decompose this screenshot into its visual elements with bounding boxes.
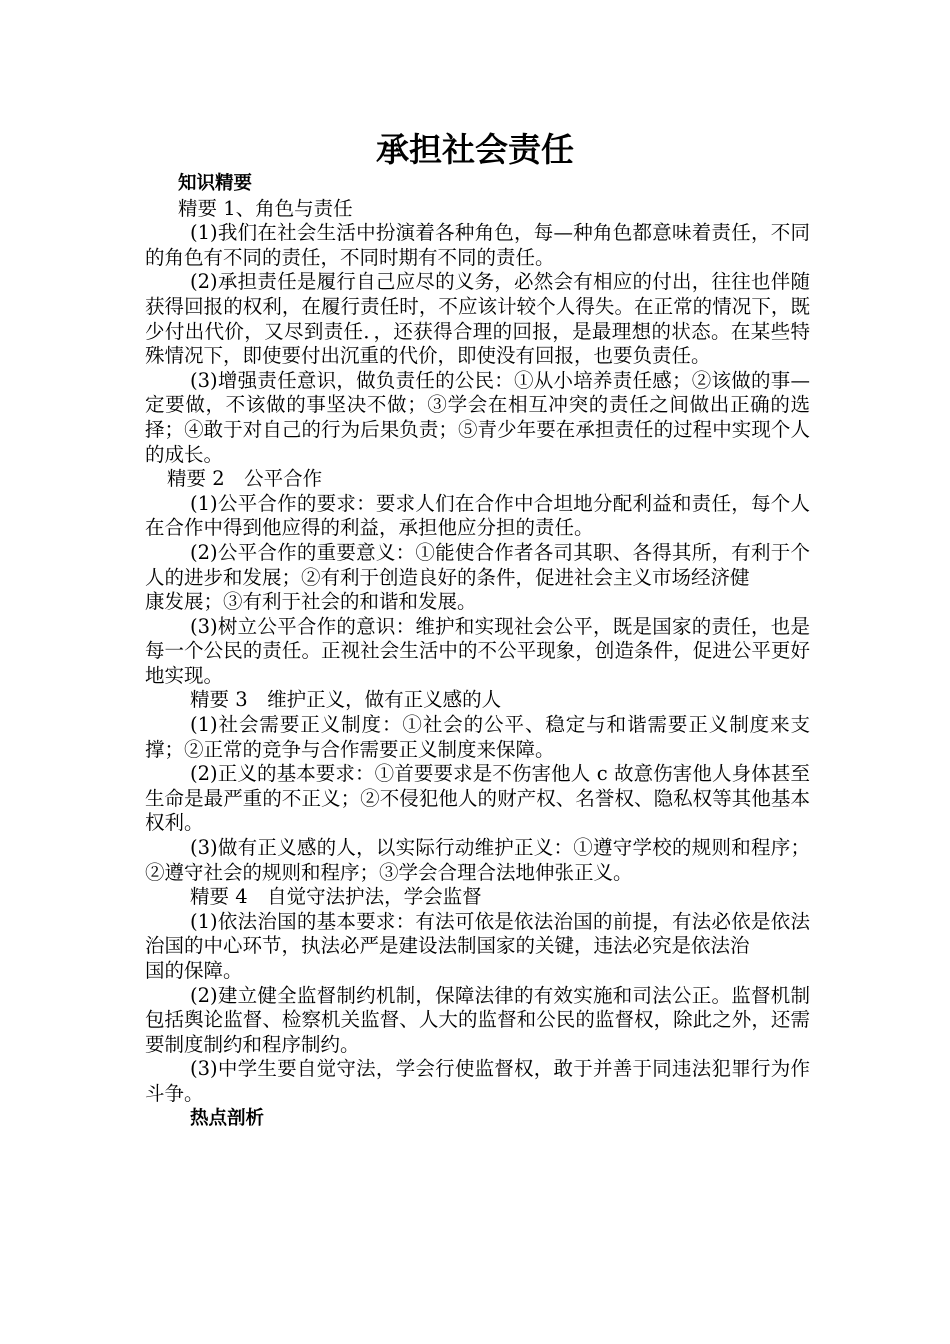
- section-4-paragraph-1: (1)依法治国的基本要求：有法可依是依法治国的前提，有法必依是依法治国的中心环节，执法必严是建设法制国家的关键，违法必究是依法治: [145, 909, 810, 958]
- section-4-paragraph-3: (3)中学生要自觉守法，学会行使监督权，敢于并善于同违法犯罪行为作斗争。: [145, 1057, 810, 1105]
- document-title: 承担社会责任: [376, 130, 574, 169]
- section-3-paragraph-3: (3)做有正义感的人，以实际行动维护正义：①遵守学校的规则和程序；②遵守社会的规则和程序；③学会合理合法地伸张正义。: [145, 836, 810, 884]
- section-1-paragraph-3: (3)增强责任意识，做负责任的公民：①从小培养责任感；②该做的事—定要做，不该做的事坚决不做；③学会在相互冲突的责任之间做出正确的选择；④敢于对自己的行为后果负责；⑤青少年要在承担责任的过程中实现个人的成长。: [145, 368, 810, 466]
- section-1-heading: 精要 1、角色与责任: [178, 196, 353, 220]
- section-2-paragraph-2-continued: 康发展；③有利于社会的和谐和发展。: [145, 590, 477, 614]
- section-2-paragraph-3: (3)树立公平合作的意识：维护和实现社会公平，既是国家的责任，也是每一个公民的责任。正视社会生活中的不公平现象，创造条件，促进公平更好地实现。: [145, 614, 810, 687]
- hotspot-heading: 热点剖析: [190, 1107, 265, 1129]
- knowledge-heading: 知识精要: [178, 173, 253, 194]
- document-body: [145, 172, 810, 1131]
- section-4-paragraph-1-continued: 国的保障。: [145, 959, 243, 982]
- section-3-paragraph-1: (1)社会需要正义制度：①社会的公平、稳定与和谐需要正义制度来支撑；②正常的竞争与合作需要正义制度来保障。: [145, 713, 810, 761]
- section-2-paragraph-1: (1)公平合作的要求：要求人们在合作中合坦地分配利益和责任，每个人在合作中得到他应得的利益，承担他应分担的责任。: [145, 491, 810, 540]
- section-1-paragraph-1: (1)我们在社会生活中扮演着各种角色，每—种角色都意味着责任，不同的角色有不同的责任，不同时期有不同的责任。: [145, 221, 810, 269]
- section-4-heading: 精要 4 自觉守法护法，学会监督: [190, 885, 482, 909]
- section-2-heading: 精要 2 公平合作: [167, 467, 323, 491]
- section-3-heading: 精要 3 维护正义，做有正义感的人: [190, 688, 502, 712]
- section-4-paragraph-2: (2)建立健全监督制约机制，保障法律的有效实施和司法公正。监督机制包括舆论监督、检察机关监督、人大的监督和公民的监督权，除此之外，还需要制度制约和程序制约。: [145, 983, 810, 1056]
- section-1-paragraph-2: (2)承担责任是履行自己应尽的义务，必然会有相应的付出，往往也伴随获得回报的权利，在履行责任时，不应该计较个人得失。在正常的情况下，既少付出代价，又尽到责任．，还获得合理的回报，是最理想的状态。在某些特殊情况下，即使要付出沉重的代价，即使没有回报，也要负责任。: [145, 270, 810, 368]
- section-2-paragraph-2: (2)公平合作的重要意义：①能使合作者各司其职、各得其所，有利于个人的进步和发展；②有利于创造良好的条件，促进社会主义市场经济健: [145, 540, 810, 589]
- section-3-paragraph-2: (2)正义的基本要求：①首要要求是不伤害他人 c 故意伤害他人身体甚至生命是最严重的不正义；②不侵犯他人的财产权、名誉权、隐私权等其他基本权利。: [145, 762, 810, 835]
